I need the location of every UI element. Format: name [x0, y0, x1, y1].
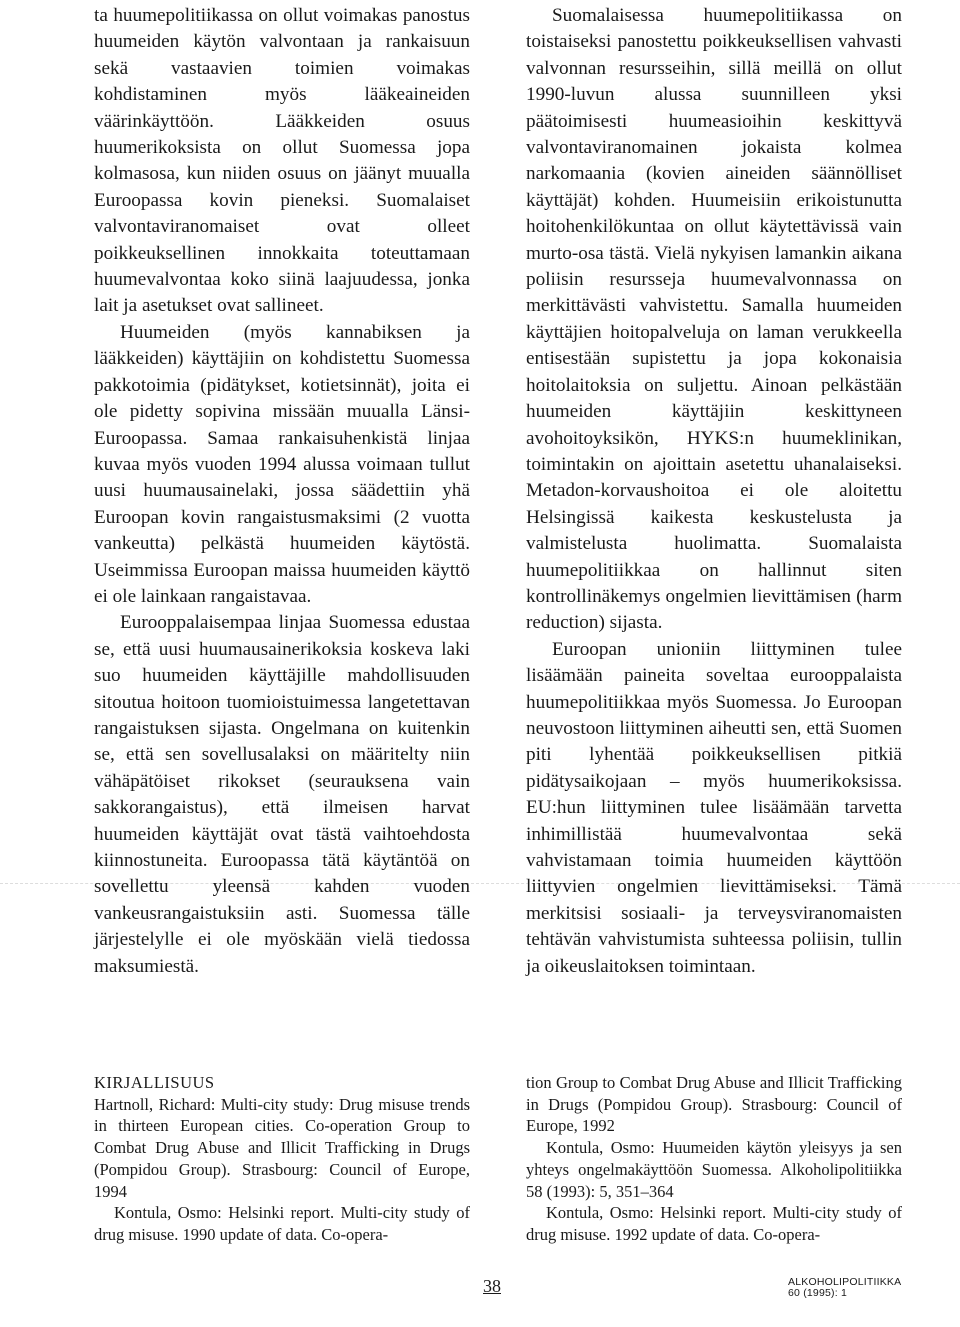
- journal-name: ALKOHOLIPOLITIIKKA: [788, 1276, 902, 1288]
- reference-entry: Kontula, Osmo: Huumeiden käytön yleisyys ja sen yhteys ongelmakäyttöön Suomessa. Alkoholipolitiikka 58 (1993): 5, 351–364: [526, 1138, 902, 1201]
- paragraph: Euroopan unioniin liittyminen tulee lisäämään paineita soveltaa eurooppalaista huumepolitiikkaa myös Suomessa. Jo Euroopan neuvostoon liittyminen aiheutti sen, että Suomen piti lyhentää poikkeuksellisen pitkiä pidätysaikojaan – myös huumerikoksissa. EU:hun liittyminen tulee lisäämään tarvetta inhimillistää huumevalvontaa sekä vahvistamaan toimia huumeiden käyttöön liittyvien ongelmien lievittämiseksi. Tämä merkitsisi sosiaali- ja terveysviranomaisten tehtävän vahvistumista suhteessa poliisin, tullin ja oikeuslaitoksen toimintaan.: [526, 638, 902, 977]
- paragraph: Suomalaisessa huumepolitiikassa on toistaiseksi panostettu poikkeuksellisen vahvasti valvonnan resursseihin, sillä meillä on ollut 1990-luvun alussa suunnilleen yksi päätoimisesti huumeasioihin keskittyvä valvontaviranomainen jokaista kolmea narkomaania (kovien aineiden säännölliset käyttäjät) kohden. Huumeisiin erikoistunutta hoitohenkilökuntaa on ollut käytettävissä vain murto-osa tästä. Vielä nykyisen lamankin aikana poliisin resursseja huumevalvonnassa on merkittävästi vahvistettu. Samalla huumeiden käyttäjien hoitopalveluja on laman verukkeella entisestään supistettu ja jopa kokonaisia hoitolaitoksia on suljettu. Ainoan pelkästään huumeiden käyttäjiin keskittyneen avohoitoyksikön, HYKS:n huumeklinikan, toimintakin on ajoittain asetettu uhanalaiseksi. Metadon-korvaushoitoa ei ole aloitettu Helsingissä kaikesta keskustelusta ja valmistelusta huolimatta. Suomalaista huumepolitiikkaa on hallinnut siten kontrollinäkemys ongelmien lievittämisen (harm reduction) sijasta.: [526, 5, 902, 634]
- reference-entry: Kontula, Osmo: Helsinki report. Multi-city study of drug misuse. 1992 update of data. Co-opera-: [526, 1203, 902, 1244]
- reference-entry: Kontula, Osmo: Helsinki report. Multi-city study of drug misuse. 1990 update of data. Co-opera-: [94, 1203, 470, 1244]
- reference-entry: tion Group to Combat Drug Abuse and Illicit Trafficking in Drugs (Pompidou Group). Strasbourg: Council of Europe, 1992: [526, 1073, 902, 1136]
- reference-entry: Hartnoll, Richard: Multi-city study: Drug misuse trends in thirteen European cities. Co-operation Group to Combat Drug Abuse and Illicit Trafficking in Drugs (Pompidou Group). Strasbourg: Council of Europe, 1994: [94, 1094, 470, 1201]
- paragraph: Huumeiden (myös kannabiksen ja lääkkeiden) käyttäjiin on kohdistettu Suomessa pakkotoimia (pidätykset, kotietsinnät), joita ei ole pidetty sopivina missään muualla Länsi-Euroopassa. Samaa rankaisuhenkistä linjaa kuvaa myös vuoden 1994 alussa voimaan tullut uusi huumausainelaki, jossa säädettiin yhä Euroopan kovin rangaistusmaksimi (2 vuotta vankeutta) pelkästä huumeiden käytöstä. Useimmissa Euroopan maissa huumeiden käyttö ei ole lainkaan rangaistavaa.: [94, 321, 470, 607]
- right-text-column: [526, 3, 902, 980]
- paragraph: ta huumepolitiikassa on ollut voimakas panostus huumeiden käytön valvontaan ja rankaisuun sekä vastaavien toimien voimakas kohdistaminen myös lääkeaineiden väärinkäyttöön. Lääkkeiden osuus huumerikoksista on ollut Suomessa jopa kolmasosa, kun niiden osuus on jäänyt muualla Euroopassa kovin pieneksi. Suomalaiset valvontaviranomaiset ovat olleet poikkeuksellinen innokkaita toteuttamaan huumevalvontaa koko siinä laajuudessa, jonka lait ja asetukset ovat sallineet.: [94, 5, 470, 317]
- left-text-column: [94, 3, 470, 980]
- page-number: 38: [483, 1276, 501, 1296]
- journal-issue: 60 (1995): 1: [788, 1287, 848, 1299]
- references-heading: KIRJALLISUUS: [94, 1073, 215, 1092]
- references-left-column: [94, 1072, 470, 1246]
- paragraph: Eurooppalaisempaa linjaa Suomessa edustaa se, että uusi huumausainerikoksia koskeva laki suo huumeiden käyttäjille mahdollisuuden sitoutua hoitoon tuomioistuimessa langetettavan rangaistuksen sijasta. Ongelmana on kuitenkin se, että sen sovellusalaksi on määritelty niin vähäpätöiset rikokset (seurauksena vain sakkorangaistus), että ilmeisen harvat huumeiden käyttäjät ovat tästä vaihtoehdosta kiinnostuneita. Euroopassa tätä käytäntöä on sovellettu yleensä kahden vuoden vankeusrangaistuksiin asti. Suomessa tälle järjestelylle ei ole myöskään vielä tiedossa maksumiestä.: [94, 612, 470, 977]
- journal-footer: [788, 1277, 928, 1299]
- references-right-column: [526, 1072, 902, 1246]
